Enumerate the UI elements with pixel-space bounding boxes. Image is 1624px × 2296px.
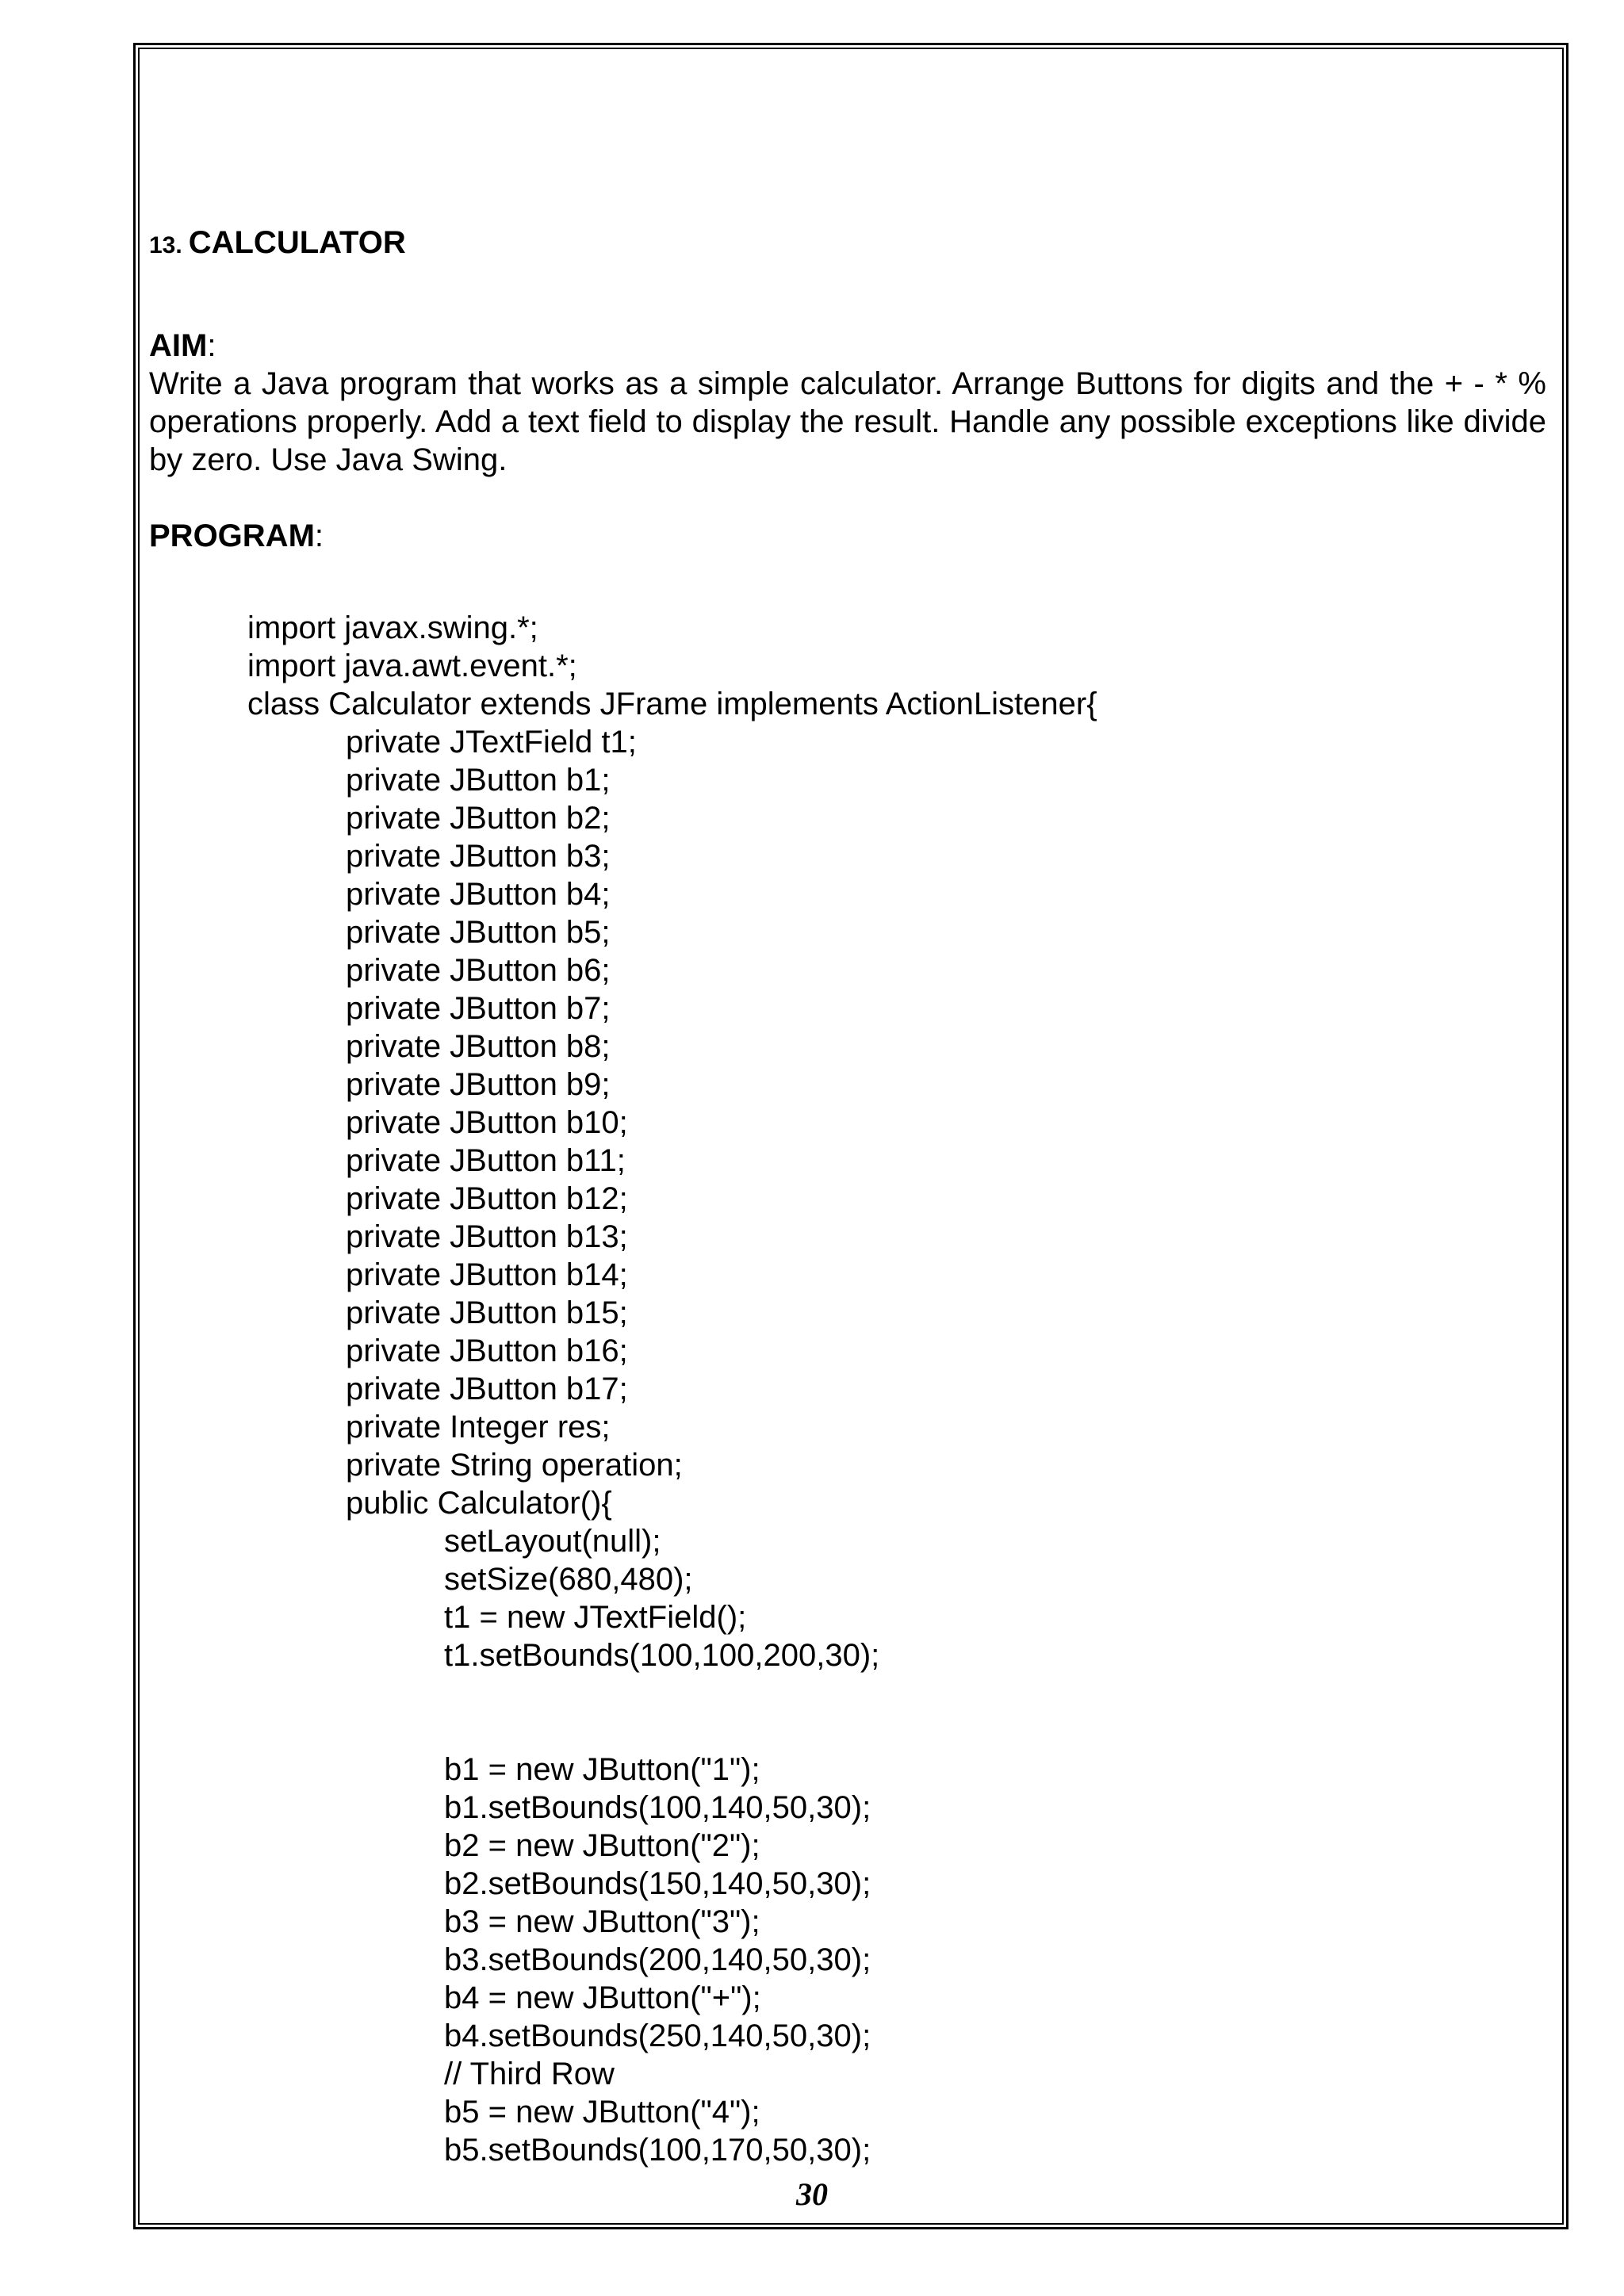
code-line: // Third Row: [444, 2057, 615, 2091]
aim-label-text: AIM: [149, 328, 208, 363]
code-line: b2 = new JButton("2");: [444, 1828, 760, 1863]
code-line: private JButton b11;: [346, 1143, 626, 1178]
code-line: b3 = new JButton("3");: [444, 1904, 760, 1939]
code-line: private JButton b10;: [346, 1105, 628, 1140]
code-line: private JButton b2;: [346, 801, 611, 836]
document-content: [149, 220, 1546, 2169]
program-label-text: PROGRAM: [149, 519, 315, 553]
code-line: b4 = new JButton("+");: [444, 1980, 761, 2015]
code-line: public Calculator(){: [346, 1486, 612, 1521]
section-title: CALCULATOR: [188, 225, 406, 260]
code-line: setLayout(null);: [444, 1524, 661, 1559]
code-line: t1 = new JTextField();: [444, 1600, 747, 1635]
code-line: private JButton b16;: [346, 1334, 628, 1368]
section-number: 13.: [149, 232, 182, 258]
code-line: private JTextField t1;: [346, 725, 637, 760]
code-line: private JButton b1;: [346, 763, 611, 798]
code-line: private JButton b9;: [346, 1067, 611, 1102]
page-number: 30: [796, 2176, 828, 2212]
aim-label: [149, 327, 1546, 365]
code-line: b4.setBounds(250,140,50,30);: [444, 2019, 871, 2053]
code-listing: [149, 609, 1546, 2169]
code-line: private JButton b7;: [346, 991, 611, 1026]
code-line: b5.setBounds(100,170,50,30);: [444, 2133, 871, 2168]
code-line: import javax.swing.*;: [247, 610, 538, 645]
code-line: private JButton b3;: [346, 839, 611, 874]
program-label: [149, 517, 1546, 555]
program-label-colon: :: [314, 519, 324, 553]
code-line: b1.setBounds(100,140,50,30);: [444, 1790, 871, 1825]
code-line: private JButton b6;: [346, 953, 611, 988]
code-line: b3.setBounds(200,140,50,30);: [444, 1942, 871, 1977]
code-line: private JButton b4;: [346, 877, 611, 912]
code-line: private JButton b13;: [346, 1219, 628, 1254]
code-line: private JButton b14;: [346, 1257, 628, 1292]
code-line: t1.setBounds(100,100,200,30);: [444, 1638, 880, 1673]
code-line: b2.setBounds(150,140,50,30);: [444, 1866, 871, 1901]
code-line: private JButton b17;: [346, 1372, 628, 1406]
section-heading: [149, 220, 1546, 265]
code-line: private JButton b15;: [346, 1295, 628, 1330]
code-line: b5 = new JButton("4");: [444, 2095, 760, 2130]
code-line: class Calculator extends JFrame implements ActionListener{: [247, 687, 1097, 721]
code-line: b1 = new JButton("1");: [444, 1752, 760, 1787]
aim-text: Write a Java program that works as a simple calculator. Arrange Buttons for digits and the + - * % operations properly. Add a text field to display the result. Handle any possible exceptions like divide by zero. Use Java Swing.: [149, 366, 1546, 477]
code-line: private JButton b12;: [346, 1181, 628, 1216]
code-line: import java.awt.event.*;: [247, 649, 577, 683]
code-line: private JButton b8;: [346, 1029, 611, 1064]
code-line: private Integer res;: [346, 1410, 611, 1445]
code-line: setSize(680,480);: [444, 1562, 693, 1597]
code-line: private String operation;: [346, 1448, 683, 1483]
aim-label-colon: :: [207, 328, 216, 363]
code-line: private JButton b5;: [346, 915, 611, 950]
